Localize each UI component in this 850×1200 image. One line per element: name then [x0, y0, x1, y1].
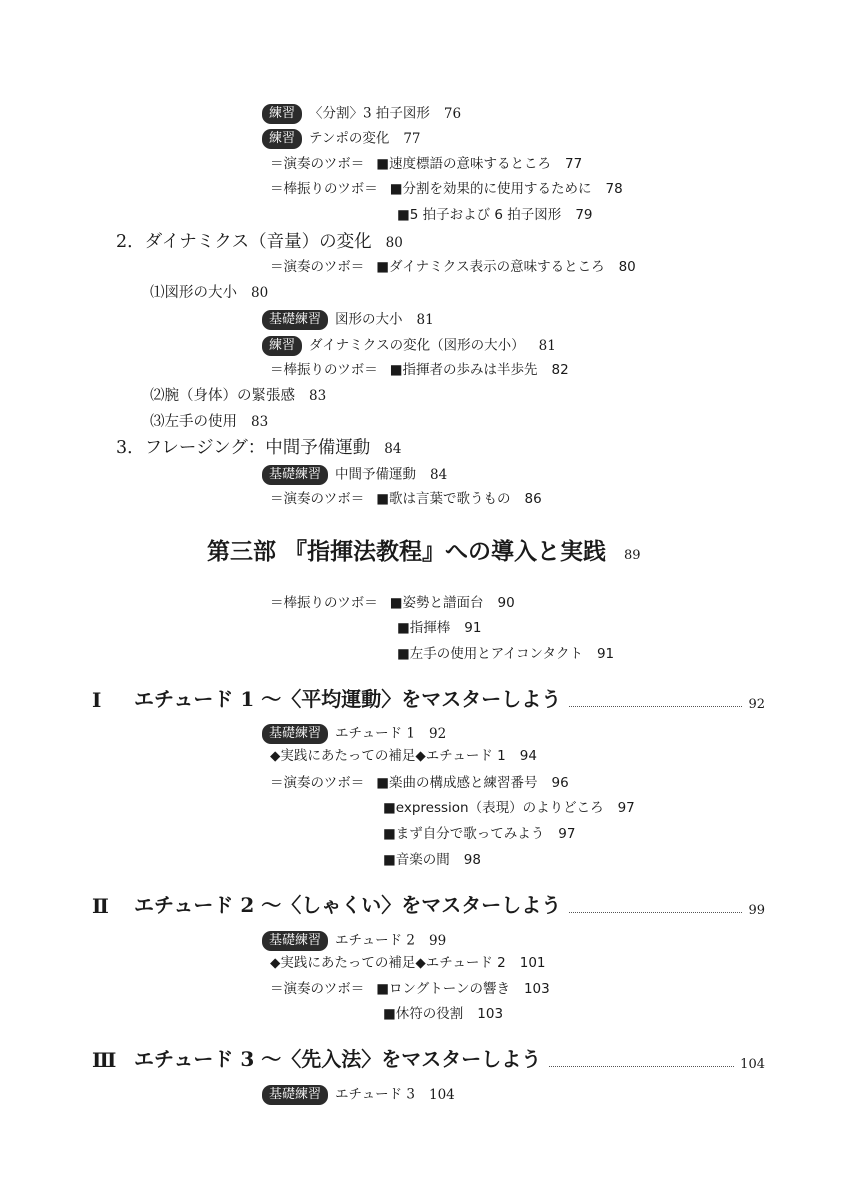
- tip-entry: [270, 777, 569, 791]
- chapter-title: エチュード 1 ～〈平均運動〉をマスターしよう: [134, 687, 562, 711]
- basic-practice-badge: 基礎練習: [262, 310, 328, 330]
- entry-text: ■指揮棒: [397, 620, 451, 636]
- page-number: 98: [463, 852, 481, 868]
- toc-entry: [270, 750, 537, 764]
- chapter-numeral: Ⅱ: [92, 894, 109, 918]
- leader-dots: [569, 912, 742, 913]
- toc-entry: [262, 724, 446, 744]
- chapter-heading: [92, 683, 765, 712]
- tip-entry: [270, 364, 569, 378]
- page-number: 83: [251, 414, 269, 430]
- toc-entry: [262, 465, 447, 485]
- page-number: 79: [575, 207, 593, 223]
- entry-text: ■楽曲の構成感と練習番号: [376, 775, 538, 791]
- page-number: 81: [416, 311, 434, 328]
- chapter-heading: [92, 889, 765, 918]
- basic-practice-badge: 基礎練習: [262, 724, 328, 744]
- part-heading: [207, 540, 641, 563]
- practice-badge: 練習: [262, 104, 302, 124]
- entry-text: ■5 拍子および 6 拍子図形: [397, 207, 562, 223]
- tip-entry: [270, 983, 550, 997]
- entry-text: ◆実践にあたっての補足◆エチュード 2: [270, 955, 506, 971]
- chapter-title: エチュード 2 ～〈しゃくい〉をマスターしよう: [134, 893, 562, 917]
- subsection-title: ⑵腕（身体）の緊張感: [150, 388, 295, 404]
- page-number: 91: [596, 646, 615, 662]
- page-number: 103: [523, 981, 550, 997]
- entry-text: 図形の大小: [335, 311, 403, 328]
- tip-label: ＝棒振りのツボ＝: [270, 181, 378, 197]
- tip-entry: [397, 622, 481, 636]
- tip-entry: [270, 493, 542, 507]
- tip-label: ＝棒振りのツボ＝: [270, 595, 378, 611]
- tip-label: ＝演奏のツボ＝: [270, 259, 365, 275]
- chapter-numeral: Ⅲ: [92, 1048, 117, 1072]
- tip-entry: [383, 1008, 503, 1022]
- entry-text: ■姿勢と譜面台: [389, 595, 484, 611]
- tip-label: ＝演奏のツボ＝: [270, 981, 365, 997]
- practice-badge: 練習: [262, 129, 302, 149]
- basic-practice-badge: 基礎練習: [262, 1085, 328, 1105]
- toc-entry: [262, 336, 556, 356]
- entry-text: ダイナミクスの変化（図形の大小）: [309, 337, 525, 354]
- tip-label: ＝演奏のツボ＝: [270, 156, 365, 172]
- entry-text: ■休符の役割: [383, 1006, 464, 1022]
- section-heading: [116, 440, 401, 458]
- page-number: 76: [443, 105, 462, 122]
- tip-entry: [270, 597, 515, 611]
- page-number: 91: [464, 620, 482, 636]
- page-number: 97: [617, 800, 635, 816]
- entry-text: ■左手の使用とアイコンタクト: [397, 646, 583, 662]
- entry-text: ■expression（表現）のよりどころ: [383, 800, 604, 816]
- page-number: 83: [309, 388, 327, 404]
- entry-text: ◆実践にあたっての補足◆エチュード 1: [270, 748, 506, 764]
- entry-text: ■まず自分で歌ってみよう: [383, 826, 545, 842]
- toc-entry: [270, 957, 546, 971]
- tip-label: ＝棒振りのツボ＝: [270, 362, 378, 378]
- toc-entry: [262, 104, 461, 124]
- tip-entry: [397, 648, 614, 662]
- entry-text: ■分割を効果的に使用するために: [389, 181, 592, 197]
- page-number: 96: [551, 775, 569, 791]
- toc-entry: [262, 931, 446, 951]
- page-number: 101: [519, 955, 546, 971]
- page-number: 103: [477, 1006, 504, 1022]
- page-number: 80: [385, 235, 403, 251]
- page-number: 78: [605, 181, 623, 197]
- page-number: 97: [558, 826, 576, 842]
- page-number: 89: [624, 548, 641, 563]
- part-title: 第三部 『指揮法教程』への導入と実践: [207, 538, 607, 565]
- page-number: 104: [740, 1057, 765, 1072]
- toc-entry: [262, 310, 434, 330]
- page-number: 82: [551, 362, 569, 378]
- tip-label: ＝演奏のツボ＝: [270, 775, 365, 791]
- page-number: 80: [251, 285, 269, 301]
- tip-entry: [270, 183, 623, 197]
- page-number: 92: [748, 697, 765, 712]
- leader-dots: [569, 706, 742, 707]
- leader-dots: [549, 1066, 734, 1067]
- page-number: 77: [565, 156, 583, 172]
- entry-text: ■指揮者の歩みは半歩先: [389, 362, 538, 378]
- subsection-title: ⑶左手の使用: [150, 414, 237, 430]
- page-number: 99: [429, 932, 447, 949]
- page-number: 84: [384, 441, 402, 457]
- chapter-numeral: Ⅰ: [92, 688, 102, 712]
- entry-text: ■歌は言葉で歌うもの: [376, 491, 511, 507]
- page-number: 90: [497, 595, 515, 611]
- entry-text: ■ロングトーンの響き: [376, 981, 510, 997]
- tip-entry: [270, 261, 636, 275]
- subsection-heading: [150, 286, 268, 301]
- page-number: 84: [430, 466, 448, 483]
- page-number: 80: [618, 259, 636, 275]
- entry-text: ■速度標語の意味するところ: [376, 156, 551, 172]
- tip-entry: [397, 209, 593, 223]
- tip-entry: [270, 158, 582, 172]
- entry-text: エチュード 3: [335, 1086, 415, 1103]
- basic-practice-badge: 基礎練習: [262, 931, 328, 951]
- entry-text: ■音楽の間: [383, 852, 450, 868]
- tip-entry: [383, 854, 481, 868]
- tip-entry: [383, 802, 635, 816]
- entry-text: エチュード 2: [335, 932, 415, 949]
- section-title: 3．フレージング：中間予備運動: [116, 438, 371, 458]
- subsection-title: ⑴図形の大小: [150, 285, 237, 301]
- page-number: 92: [429, 725, 447, 742]
- page-number: 99: [748, 903, 765, 918]
- toc-entry: [262, 129, 421, 149]
- chapter-title: エチュード 3 ～〈先入法〉をマスターしよう: [134, 1047, 542, 1071]
- tip-entry: [383, 828, 575, 842]
- page-number: 94: [519, 748, 537, 764]
- entry-text: テンポの変化: [309, 130, 390, 147]
- entry-text: エチュード 1: [335, 725, 415, 742]
- page-number: 86: [524, 491, 542, 507]
- basic-practice-badge: 基礎練習: [262, 465, 328, 485]
- page-number: 77: [403, 130, 421, 147]
- page-number: 104: [429, 1086, 455, 1103]
- entry-text: ■ダイナミクス表示の意味するところ: [376, 259, 605, 275]
- subsection-heading: [150, 415, 268, 430]
- toc-entry: [262, 1085, 455, 1105]
- entry-text: 中間予備運動: [335, 466, 417, 483]
- subsection-heading: [150, 389, 326, 404]
- practice-badge: 練習: [262, 336, 302, 356]
- tip-label: ＝演奏のツボ＝: [270, 491, 365, 507]
- section-title: 2．ダイナミクス（音量）の変化: [116, 232, 372, 252]
- chapter-heading: [92, 1043, 765, 1072]
- entry-text: 〈分割〉3 拍子図形: [309, 105, 430, 122]
- section-heading: [116, 234, 403, 252]
- page-number: 81: [538, 337, 556, 354]
